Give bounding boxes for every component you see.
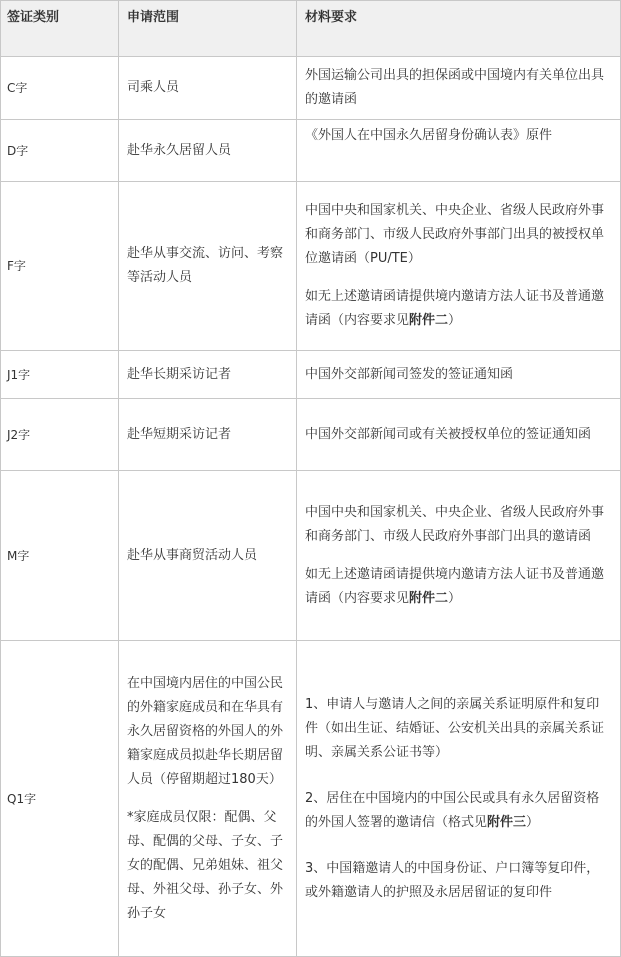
attachment-ref: 附件二 (409, 590, 449, 606)
materials-cell (297, 471, 621, 641)
materials-text: 2、居住在中国境内的中国公民或具有永久居留资格的外国人签署的邀请信（格式见附件三） (305, 790, 600, 830)
materials-cell (297, 641, 621, 957)
materials-text: 3、中国籍邀请人的中国身份证、户口簿等复印件，或外籍邀请人的护照及永居居留证的复印件 (305, 860, 600, 900)
visa-code: F字 (1, 182, 119, 351)
materials-text: 外国运输公司出具的担保函或中国境内有关单位出具的邀请函 (305, 68, 605, 107)
table-row (1, 57, 621, 120)
scope-note: *家庭成员仅限：配偶、父母、配偶的父母、子女、子女的配偶、兄弟姐妹、祖父母、外祖父母、孙子女、外孙子女 (127, 809, 284, 921)
materials-text: 中国外交部新闻司签发的签证通知函 (305, 366, 514, 382)
scope-cell: 赴华从事交流、访问、考察等活动人员 (119, 182, 297, 351)
visa-code: C字 (1, 57, 119, 120)
materials-cell (297, 182, 621, 351)
materials-text: 1、申请人与邀请人之间的亲属关系证明原件和复印件（如出生证、结婚证、公安机关出具的亲属关系证明、亲属关系公证书等） (305, 696, 605, 760)
scope-cell: 赴华永久居留人员 (119, 120, 297, 182)
materials-cell (297, 351, 621, 399)
visa-code: Q1字 (1, 641, 119, 957)
header-scope: 申请范围 (119, 1, 297, 57)
materials-cell (297, 120, 621, 182)
scope-cell: 赴华短期采访记者 (119, 399, 297, 471)
header-category: 签证类别 (1, 1, 119, 57)
scope-cell: 赴华长期采访记者 (119, 351, 297, 399)
header-materials: 材料要求 (297, 1, 621, 57)
table-row (1, 471, 621, 641)
header-row (1, 1, 621, 57)
scope-cell: 司乘人员 (119, 57, 297, 120)
attachment-ref: 附件三 (487, 814, 527, 830)
materials-text: 中国外交部新闻司或有关被授权单位的签证通知函 (305, 426, 592, 442)
scope-cell (119, 641, 297, 957)
visa-code: M字 (1, 471, 119, 641)
materials-cell (297, 57, 621, 120)
attachment-ref: 附件二 (409, 313, 449, 328)
materials-text: 如无上述邀请函请提供境内邀请方法人证书及普通邀请函（内容要求见附件二） (305, 566, 605, 606)
table-row (1, 182, 621, 351)
table-row (1, 641, 621, 957)
visa-code: J1字 (1, 351, 119, 399)
scope-cell: 赴华从事商贸活动人员 (119, 471, 297, 641)
materials-text: 中国中央和国家机关、中央企业、省级人民政府外事和商务部门、市级人民政府外事部门出具的邀请函 (305, 504, 605, 544)
visa-code: J2字 (1, 399, 119, 471)
scope-text: 在中国境内居住的中国公民的外籍家庭成员和在华具有永久居留资格的外国人的外籍家庭成员拟赴华长期居留人员（停留期超过180天） (127, 675, 284, 787)
materials-text: 如无上述邀请函请提供境内邀请方法人证书及普通邀请函（内容要求见附件二） (305, 289, 605, 328)
visa-code: D字 (1, 120, 119, 182)
table-row (1, 120, 621, 182)
materials-text: 《外国人在中国永久居留身份确认表》原件 (305, 128, 553, 143)
materials-cell (297, 399, 621, 471)
materials-text: 中国中央和国家机关、中央企业、省级人民政府外事和商务部门、市级人民政府外事部门出具的被授权单位邀请函（PU/TE） (305, 203, 605, 266)
table-row (1, 399, 621, 471)
table-row (1, 351, 621, 399)
